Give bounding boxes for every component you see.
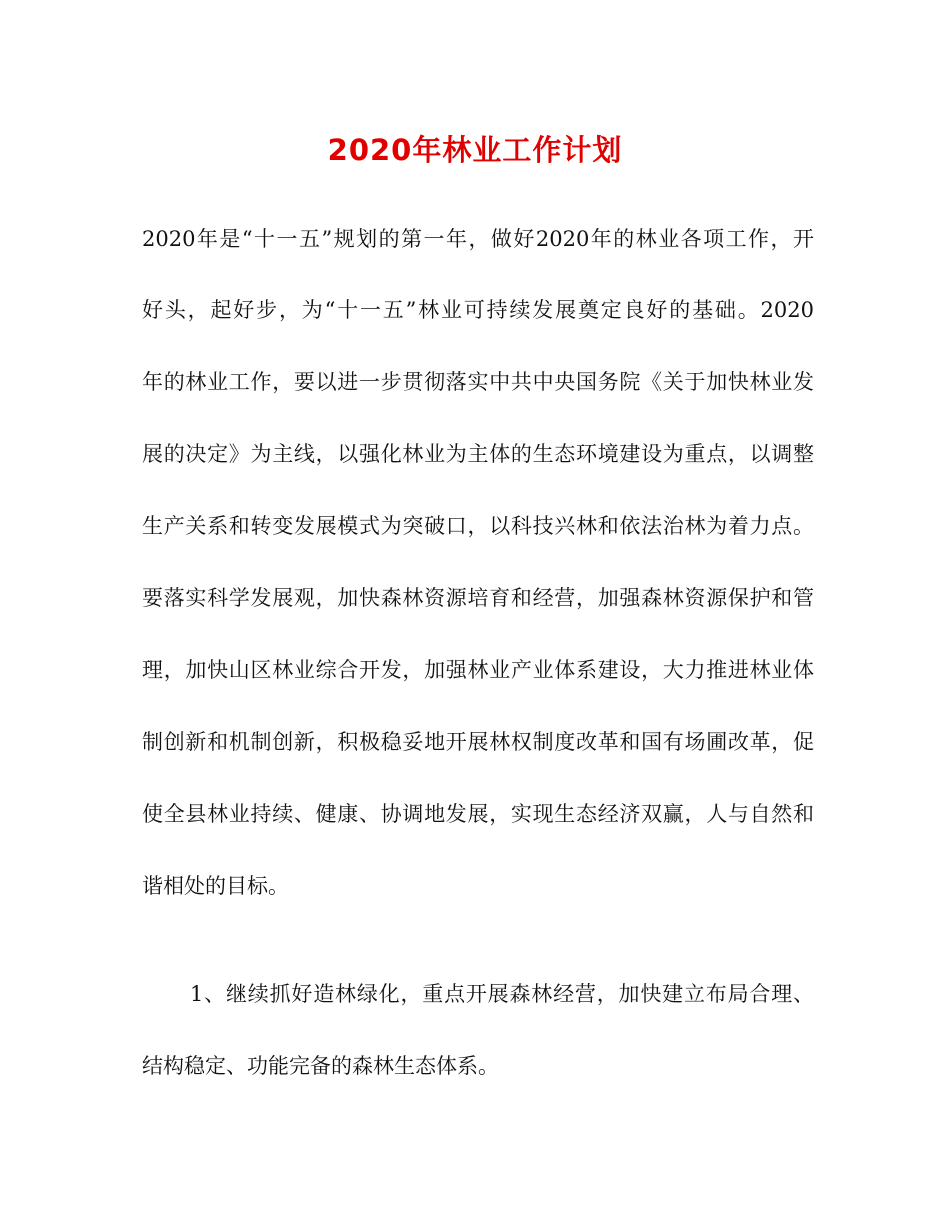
paragraph-line: 理，加快山区林业综合开发，加强林业产业体系建设，大力推进林业体: [142, 658, 814, 682]
paragraph-line: 制创新和机制创新，积极稳妥地开展林权制度改革和国有场圃改革，促: [142, 730, 814, 754]
paragraph-line: 谐相处的目标。: [142, 874, 289, 898]
paragraph-line: 2020年是“十一五”规划的第一年，做好2020年的林业各项工作，开: [142, 227, 814, 251]
paragraph-line: 生产关系和转变发展模式为突破口，以科技兴林和依法治林为着力点。: [142, 514, 814, 538]
paragraph-line: 好头，起好步，为“十一五”林业可持续发展奠定良好的基础。2020: [142, 298, 814, 322]
paragraph-line: 使全县林业持续、健康、协调地发展，实现生态经济双赢，人与自然和: [142, 802, 814, 826]
paragraph-line: 要落实科学发展观，加快森林资源培育和经营，加强森林资源保护和管: [142, 586, 814, 610]
numbered-item-line: 结构稳定、功能完备的森林生态体系。: [142, 1054, 499, 1078]
numbered-item-line: 1、继续抓好造林绿化，重点开展森林经营，加快建立布局合理、: [190, 982, 814, 1006]
paragraph-line: 年的林业工作，要以进一步贯彻落实中共中央国务院《关于加快林业发: [142, 370, 814, 394]
document-title: 2020年林业工作计划: [327, 133, 623, 167]
paragraph-line: 展的决定》为主线，以强化林业为主体的生态环境建设为重点，以调整: [142, 442, 814, 466]
